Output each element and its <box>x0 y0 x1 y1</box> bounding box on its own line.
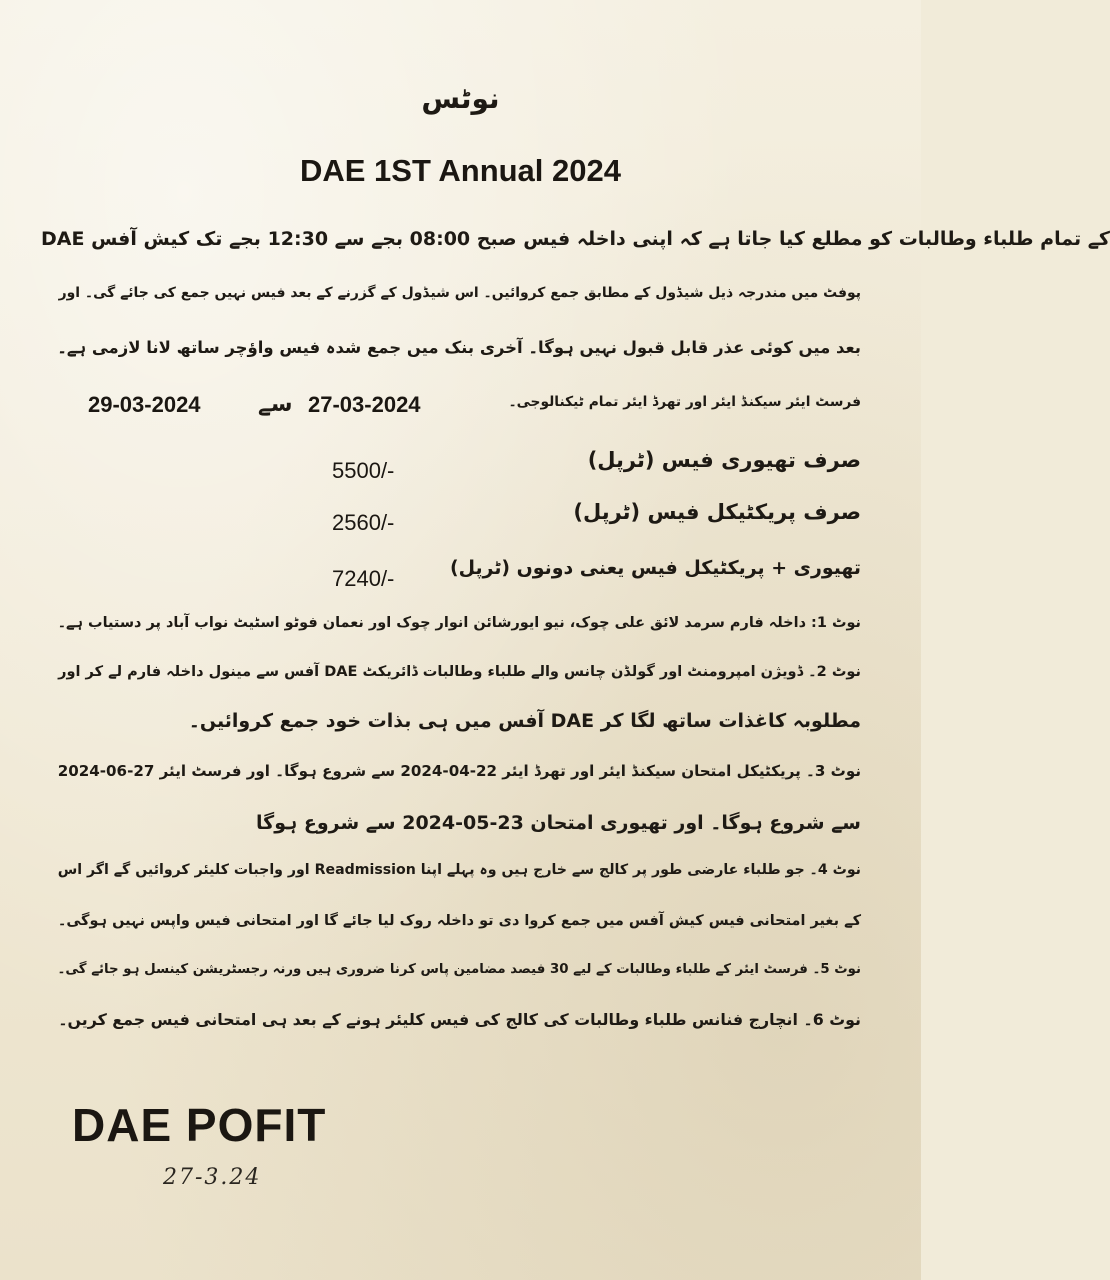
note-3-line-1: نوٹ 3۔ پریکٹیکل امتحان سیکنڈ ایئر اور تھرڈ ایئر 22-04-2024 سے شروع ہوگا۔ اور فرسٹ ایئر 27-06-2024 <box>57 762 861 780</box>
note-2-line-2: مطلوبہ کاغذات ساتھ لگا کر DAE آفس میں ہی بذات خود جمع کروائیں۔ <box>188 710 861 732</box>
note-2-line-1: نوٹ 2۔ ڈویژن امپرومنٹ اور گولڈن چانس والے طلباء وطالبات ڈائریکٹ DAE آفس سے مینول داخلہ فارم لے کر اور <box>58 664 861 680</box>
notice-title: DAE 1ST Annual 2024 <box>299 153 621 188</box>
notice-heading-urdu: نوٹس <box>421 82 500 115</box>
schedule-label: فرسٹ ایئر سیکنڈ ایئر اور تھرڈ ایئر تمام ٹیکنالوجی۔ <box>508 394 861 410</box>
schedule-to: سے <box>258 392 293 417</box>
handwritten-date: 27-3.24 <box>163 1165 262 1190</box>
note-3-line-2: سے شروع ہوگا۔ اور تھیوری امتحان 23-05-2024 سے شروع ہوگا <box>256 812 861 834</box>
signature-office: DAE POFIT <box>72 1099 327 1151</box>
note-4-line-1: نوٹ 4۔ جو طلباء عارضی طور پر کالج سے خارج ہیں وہ پہلے اپنا Readmission اور واجبات کلیئر کروائیں گے اگر اس <box>57 862 861 878</box>
intro-line-2: پوفٹ میں مندرجہ ذیل شیڈول کے مطابق جمع کروائیں۔ اس شیڈول کے گزرنے کے بعد فیس نہیں جمع کی جائے گی۔ اور <box>58 285 861 301</box>
note-6: نوٹ 6۔ انچارج فنانس طلباء وطالبات کی کالج کی فیس کلیئر ہونے کے بعد ہی امتحانی فیس جمع کریں۔ <box>58 1010 861 1029</box>
intro-line-3: بعد میں کوئی عذر قابل قبول نہیں ہوگا۔ آخری بنک میں جمع شدہ فیس واؤچر ساتھ لانا لازمی ہے۔ <box>57 338 861 357</box>
note-1: نوٹ 1: داخلہ فارم سرمد لائق علی چوک، نیو ایورشائن انوار چوک اور نعمان فوٹو اسٹیٹ نواب آباد پر دستیاب ہے۔ <box>57 615 861 631</box>
intro-line-1: DAE کے تمام طلباء وطالبات کو مطلع کیا جاتا ہے کہ اپنی داخلہ فیس صبح 08:00 بجے سے 12:30 بجے تک کیش آفس <box>41 228 1110 250</box>
fee-theory-amount: 5500/- <box>332 458 395 483</box>
fee-both-amount: 7240/- <box>332 566 395 591</box>
fee-both-label: تھیوری + پریکٹیکل فیس یعنی دونوں (ٹرپل) <box>449 557 861 579</box>
note-5: نوٹ 5۔ فرسٹ ایئر کے طلباء وطالبات کے لیے 30 فیصد مضامین پاس کرنا ضروری ہیں ورنہ رجسٹریشن کینسل ہو جائے گی۔ <box>57 962 861 977</box>
schedule-start-date: 27-03-2024 <box>308 392 421 417</box>
note-4-line-2: کے بغیر امتحانی فیس کیش آفس میں جمع کروا دی تو داخلہ روک لیا جائے گا اور امتحانی فیس واپس نہیں ہوگی۔ <box>57 913 861 929</box>
fee-practical-amount: 2560/- <box>332 510 395 535</box>
schedule-end-date: 29-03-2024 <box>88 392 201 417</box>
fee-practical-label: صرف پریکٹیکل فیس (ٹرپل) <box>573 500 861 524</box>
fee-theory-label: صرف تھیوری فیس (ٹرپل) <box>587 448 861 472</box>
